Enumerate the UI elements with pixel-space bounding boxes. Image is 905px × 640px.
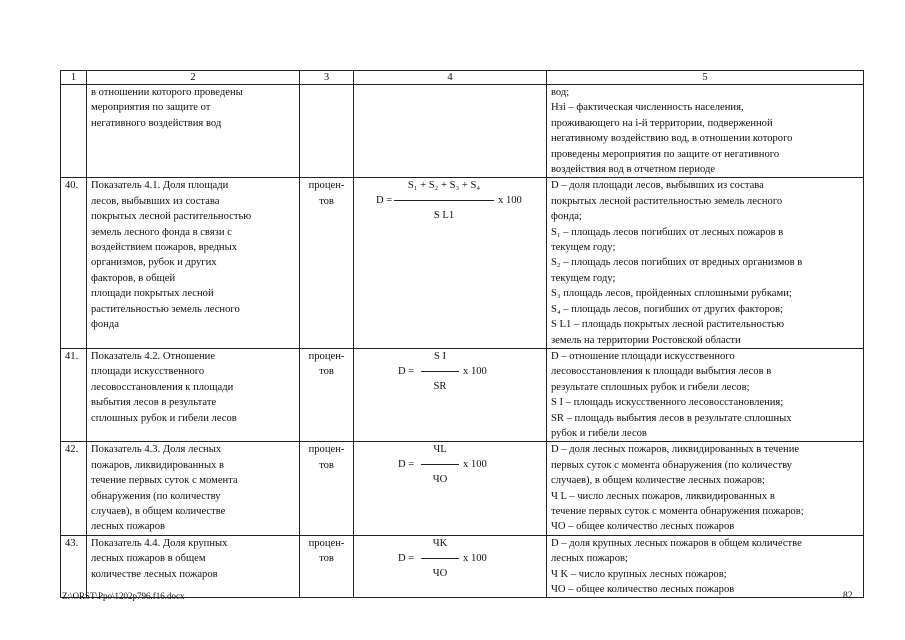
text-line: лесных пожаров — [91, 521, 166, 533]
text-line: D – доля площади лесов, выбывших из состава — [551, 180, 764, 192]
formula-factor: x 100 — [463, 552, 487, 564]
continuation-num — [61, 85, 87, 178]
fraction-bar — [421, 371, 459, 372]
continuation-formula — [354, 85, 547, 178]
indicator-name — [87, 178, 300, 348]
text-line: ЧO – общее количество лесных пожаров — [551, 521, 735, 533]
formula-lhs: D = — [376, 195, 393, 207]
text-line: Показатель 4.1. Доля площади — [91, 180, 229, 192]
text-line: площади искусственного — [91, 366, 205, 378]
description — [547, 348, 864, 441]
text-line: сплошных рубок и гибели лесов — [91, 412, 237, 424]
fraction-bar — [421, 558, 459, 559]
text-line: площади покрытых лесной — [91, 288, 214, 300]
fraction — [358, 178, 547, 226]
formula — [354, 348, 547, 441]
text-line: текущем году; — [551, 272, 616, 284]
text-line: S₁ – площадь лесов погибших от лесных пожаров в — [551, 226, 784, 238]
text-line: S L1 – площадь покрытых лесной растительностью — [551, 319, 785, 331]
footer-file-path: Z:\ORST\Ppo\1202p796.f16.docx — [62, 591, 185, 601]
text-line: S₂ – площадь лесов погибших от вредных организмов в — [551, 257, 803, 269]
text-line: текущем году; — [551, 242, 616, 254]
indicator-row — [61, 348, 864, 441]
unit — [300, 535, 354, 598]
header-cell-4: 4 — [354, 71, 547, 85]
formula-numerator: S₁ + S₂ + S₃ + S₄ — [407, 180, 481, 192]
text-line: фонда; — [551, 211, 582, 223]
text-line: течение первых суток с момента обнаружения пожаров; — [551, 505, 804, 517]
text-line: Ч K – число крупных лесных пожаров; — [551, 568, 727, 580]
text-line: тов — [319, 459, 334, 471]
text-line: D – доля крупных лесных пожаров в общем количестве — [551, 537, 802, 549]
text-line: в отношении которого проведены — [91, 87, 243, 98]
continuation-description — [547, 85, 864, 178]
formula-factor: x 100 — [463, 365, 487, 377]
formula-numerator: ЧK — [432, 537, 448, 549]
text-line: лесовосстановления к площади выбытия лесов в — [551, 366, 772, 378]
text-line: S₃ площадь лесов, пройденных сплошными рубками; — [551, 288, 792, 300]
text-line: организмов, рубок и других — [91, 257, 217, 269]
fraction-bar — [421, 464, 459, 465]
fraction-bar — [394, 200, 494, 201]
continuation-indicator — [87, 85, 300, 178]
text-line: лесов, выбывших из состава — [91, 195, 220, 207]
text-line: воздействием пожаров, вредных — [91, 242, 237, 254]
text-line: S₄ – площадь лесов, погибших от других факторов; — [551, 303, 783, 315]
footer-page-number: 82 — [843, 591, 853, 601]
text-line: факторов, в общей — [91, 272, 176, 284]
text-line: лесных пожаров; — [551, 553, 628, 565]
row-number: 41. — [61, 348, 87, 441]
row-number: 42. — [61, 442, 87, 535]
indicator-row — [61, 535, 864, 598]
text-line: земель на территории Ростовской области — [551, 334, 741, 346]
text-line: лесных пожаров в общем — [91, 553, 206, 565]
unit — [300, 178, 354, 348]
formula-lhs: D = — [398, 365, 415, 377]
fraction — [358, 442, 547, 490]
text-line: лесовосстановления к площади — [91, 381, 234, 393]
text-line: растительностью земель лесного — [91, 303, 240, 315]
text-line: мероприятия по защите от — [91, 102, 211, 114]
text-line: процен- — [308, 537, 345, 549]
formula — [354, 442, 547, 535]
continuation-row — [61, 85, 864, 178]
description — [547, 442, 864, 535]
indicator-row — [61, 178, 864, 348]
text-line: пожаров, ликвидированных в — [91, 459, 225, 471]
unit — [300, 442, 354, 535]
text-line: покрытых лесной растительностью земель лесного — [551, 195, 783, 207]
text-line: количестве лесных пожаров — [91, 568, 218, 580]
header-cell-5: 5 — [547, 71, 864, 85]
text-line: земель лесного фонда в связи с — [91, 226, 232, 238]
text-line: воздействия вод в отчетном периоде — [551, 164, 716, 176]
row-number: 40. — [61, 178, 87, 348]
text-line: процен- — [308, 350, 345, 362]
text-line: рубок и гибели лесов — [551, 427, 647, 439]
unit — [300, 348, 354, 441]
description — [547, 535, 864, 598]
text-line: ЧO – общее количество лесных пожаров — [551, 584, 735, 595]
formula-lhs: D = — [398, 459, 415, 471]
formula-denominator: S L1 — [433, 210, 455, 222]
text-line: выбытия лесов в результате — [91, 397, 217, 409]
header-cell-1: 1 — [61, 71, 87, 85]
text-line: D – доля лесных пожаров, ликвидированных в течение — [551, 444, 800, 456]
indicator-table — [60, 70, 864, 598]
text-line: проведены мероприятия по защите от негативного — [551, 148, 780, 160]
text-line: тов — [319, 553, 334, 565]
text-line: тов — [319, 195, 334, 207]
row-number: 43. — [61, 535, 87, 598]
text-line: результате сплошных рубок и гибели лесов; — [551, 381, 750, 393]
fraction — [358, 349, 547, 397]
formula-denominator: ЧO — [432, 474, 448, 486]
description — [547, 178, 864, 348]
text-line: D – отношение площади искусственного — [551, 350, 735, 362]
header-cell-2: 2 — [87, 71, 300, 85]
text-line: Показатель 4.4. Доля крупных — [91, 537, 228, 549]
text-line: Показатель 4.3. Доля лесных — [91, 444, 222, 456]
formula — [354, 178, 547, 348]
text-line: процен- — [308, 180, 345, 192]
text-line: негативного воздействия вод — [91, 117, 222, 129]
text-line: фонда — [91, 319, 119, 331]
formula-factor: x 100 — [498, 195, 522, 207]
text-line: Показатель 4.2. Отношение — [91, 350, 216, 362]
continuation-unit — [300, 85, 354, 178]
formula-denominator: SR — [433, 380, 447, 392]
text-line: случаев), в общем количестве — [91, 505, 226, 517]
indicator-name — [87, 348, 300, 441]
header-row — [61, 71, 864, 85]
text-line: обнаружения (по количеству — [91, 490, 221, 502]
text-line: тов — [319, 366, 334, 378]
formula-lhs: D = — [398, 552, 415, 564]
text-line: S I – площадь искусственного лесовосстановления; — [551, 397, 784, 409]
text-line: процен- — [308, 444, 345, 456]
text-line: Ч L – число лесных пожаров, ликвидированных в — [551, 490, 775, 502]
indicator-name — [87, 535, 300, 598]
text-line: случаев), в общем количестве лесных пожаров; — [551, 475, 765, 487]
text-line: негативному воздействию вод, в отношении которого — [551, 133, 793, 145]
indicator-row — [61, 442, 864, 535]
text-line: проживающего на i-й территории, подверженной — [551, 117, 773, 129]
text-line: течение первых суток с момента — [91, 475, 238, 487]
text-line: SR – площадь выбытия лесов в результате сплошных — [551, 412, 792, 424]
formula-numerator: ЧL — [433, 444, 447, 456]
header-cell-3: 3 — [300, 71, 354, 85]
text-line: Нзi – фактическая численность населения, — [551, 102, 744, 114]
text-line: первых суток с момента обнаружения (по количеству — [551, 459, 793, 471]
formula-denominator: ЧO — [432, 567, 448, 579]
indicator-name — [87, 442, 300, 535]
fraction — [358, 536, 547, 584]
formula-numerator: S I — [433, 350, 447, 362]
text-line: покрытых лесной растительностью — [91, 211, 252, 223]
formula — [354, 535, 547, 598]
formula-factor: x 100 — [463, 459, 487, 471]
text-line: вод; — [551, 87, 570, 98]
